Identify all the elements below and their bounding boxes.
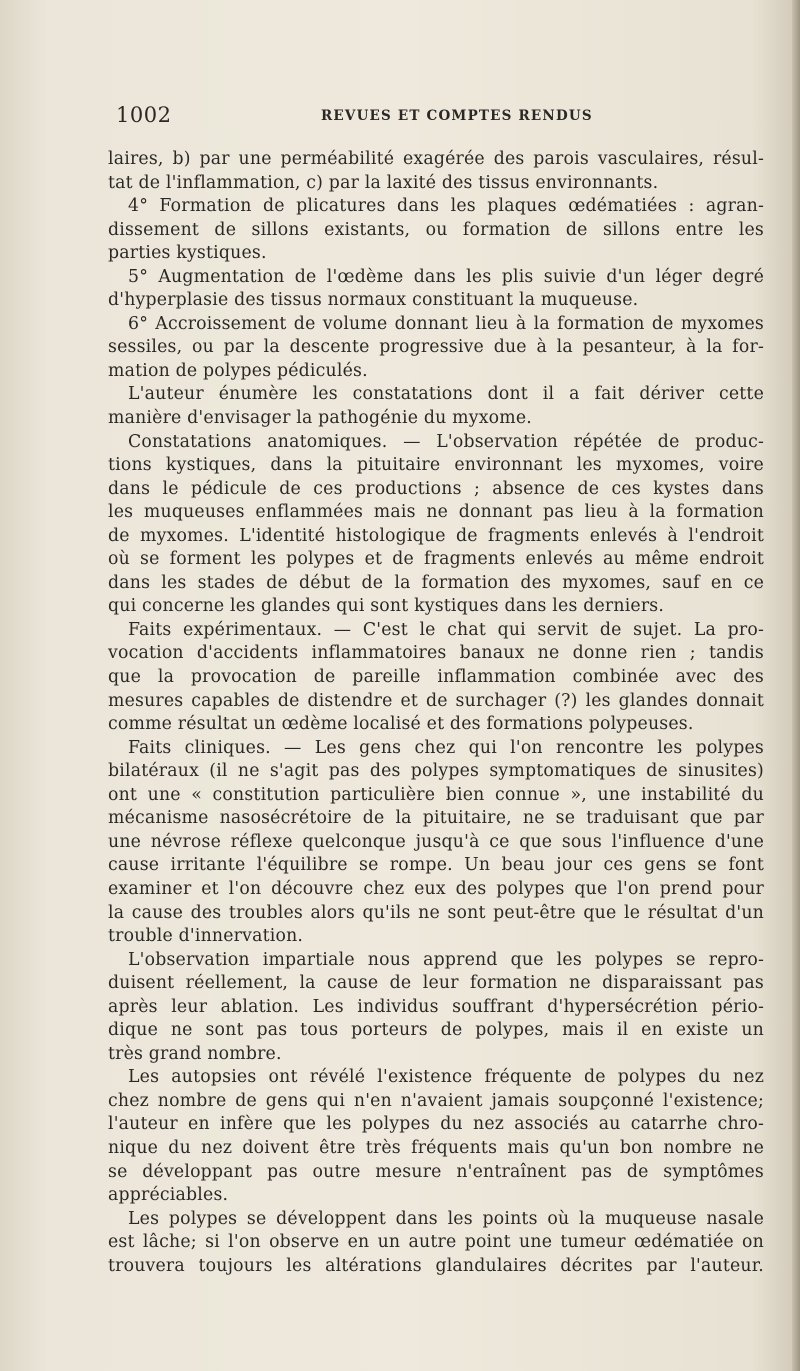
- text-line: vocation d'accidents inflammatoires banaux ne donne rien ; tandis: [108, 643, 764, 664]
- text-line: Les autopsies ont révélé l'existence fréquente de polypes du nez: [128, 1067, 764, 1088]
- text-line: L'observation impartiale nous apprend que les polypes se repro-: [128, 949, 764, 970]
- text-line: mécanisme nasosécrétoire de la pituitaire, ne se traduisant que par: [108, 808, 764, 829]
- text-line: la cause des troubles alors qu'ils ne sont peut-être que le résultat d'un: [108, 902, 764, 923]
- text-line: Faits expérimentaux. — C'est le chat qui servit de sujet. La pro-: [128, 619, 764, 640]
- text-line: où se forment les polypes et de fragments enlevés au même endroit: [108, 549, 764, 570]
- page-header: [116, 103, 766, 131]
- text-line: se développant pas outre mesure n'entraînent pas de symptômes: [108, 1161, 764, 1182]
- text-line: tions kystiques, dans la pituitaire environnant les myxomes, voire: [108, 455, 764, 476]
- text-line: examiner et l'on découvre chez eux des polypes que l'on prend pour: [108, 878, 764, 899]
- running-head: REVUES ET COMPTES RENDUS: [321, 108, 593, 124]
- text-line: 5° Augmentation de l'œdème dans les plis suivie d'un léger degré: [128, 266, 764, 287]
- text-line: bilatéraux (il ne s'agit pas des polypes symptomatiques de sinusites): [108, 761, 764, 782]
- text-line: l'auteur en infère que les polypes du nez associés au catarrhe chro-: [108, 1114, 764, 1135]
- text-line: dissement de sillons existants, ou formation de sillons entre les: [108, 219, 764, 240]
- text-line: appréciables.: [108, 1185, 229, 1206]
- text-line: chez nombre de gens qui n'en n'avaient jamais soupçonné l'existence;: [108, 1090, 764, 1111]
- text-line: cause irritante l'équilibre se rompe. Un beau jour ces gens se font: [108, 855, 764, 876]
- text-line: manière d'envisager la pathogénie du myxome.: [108, 408, 532, 429]
- text-line: nique du nez doivent être très fréquents mais qu'un bon nombre ne: [108, 1137, 764, 1158]
- text-line: Faits cliniques. — Les gens chez qui l'on rencontre les polypes: [128, 737, 764, 758]
- text-line: les muqueuses enflammées mais ne donnant pas lieu à la formation: [108, 502, 764, 523]
- text-line: Les polypes se développent dans les points où la muqueuse nasale: [128, 1208, 764, 1229]
- text-line: trouvera toujours les altérations glandulaires décrites par l'auteur.: [108, 1255, 764, 1276]
- text-line: 4° Formation de plicatures dans les plaques œdématiées : agran-: [128, 196, 764, 217]
- text-line: d'hyperplasie des tissus normaux constituant la muqueuse.: [108, 290, 639, 311]
- text-line: une névrose réflexe quelconque jusqu'à ce que sous l'influence d'une: [108, 831, 764, 852]
- page-edge-shadow: [792, 0, 800, 1371]
- text-line: laires, b) par une perméabilité exagérée des parois vasculaires, résul-: [108, 149, 764, 169]
- text-line: de myxomes. L'identité histologique de fragments enlevés à l'endroit: [108, 525, 764, 546]
- text-line: est lâche; si l'on observe en un autre point une tumeur œdématiée on: [108, 1232, 764, 1253]
- text-line: dique ne sont pas tous porteurs de polypes, mais il en existe un: [108, 1020, 764, 1041]
- text-line: mesures capables de distendre et de surchager (?) les glandes donnait: [108, 690, 764, 711]
- text-line: trouble d'innervation.: [108, 926, 304, 947]
- text-line: tat de l'inflammation, c) par la laxité des tissus environnants.: [108, 172, 659, 193]
- text-line: Constatations anatomiques. — L'observation répétée de produc-: [128, 431, 764, 452]
- text-line: duisent réellement, la cause de leur formation ne disparaissant pas: [108, 973, 764, 994]
- text-line: ont une « constitution particulière bien connue », une instabilité du: [108, 784, 764, 805]
- text-line: parties kystiques.: [108, 243, 267, 264]
- text-line: comme résultat un œdème localisé et des formations polypeuses.: [108, 714, 694, 735]
- text-line: 6° Accroissement de volume donnant lieu à la formation de myxomes: [128, 313, 764, 334]
- text-line: qui concerne les glandes qui sont kystiques dans les derniers.: [108, 596, 665, 617]
- text-line: mation de polypes pédiculés.: [108, 360, 368, 381]
- text-line: que la provocation de pareille inflammation combinée avec des: [108, 667, 764, 688]
- text-line: sessiles, ou par la descente progressive due à la pesanteur, à la for-: [108, 337, 764, 358]
- text-line: dans le pédicule de ces productions ; absence de ces kystes dans: [108, 478, 764, 499]
- text-line: dans les stades de début de la formation des myxomes, sauf en ce: [108, 572, 764, 593]
- page-number: 1002: [116, 103, 172, 127]
- text-line: L'auteur énumère les constatations dont il a fait dériver cette: [128, 384, 764, 405]
- text-line: très grand nombre.: [108, 1043, 282, 1064]
- body-text: [108, 148, 764, 1278]
- text-line: après leur ablation. Les individus souffrant d'hypersécrétion pério-: [108, 996, 764, 1017]
